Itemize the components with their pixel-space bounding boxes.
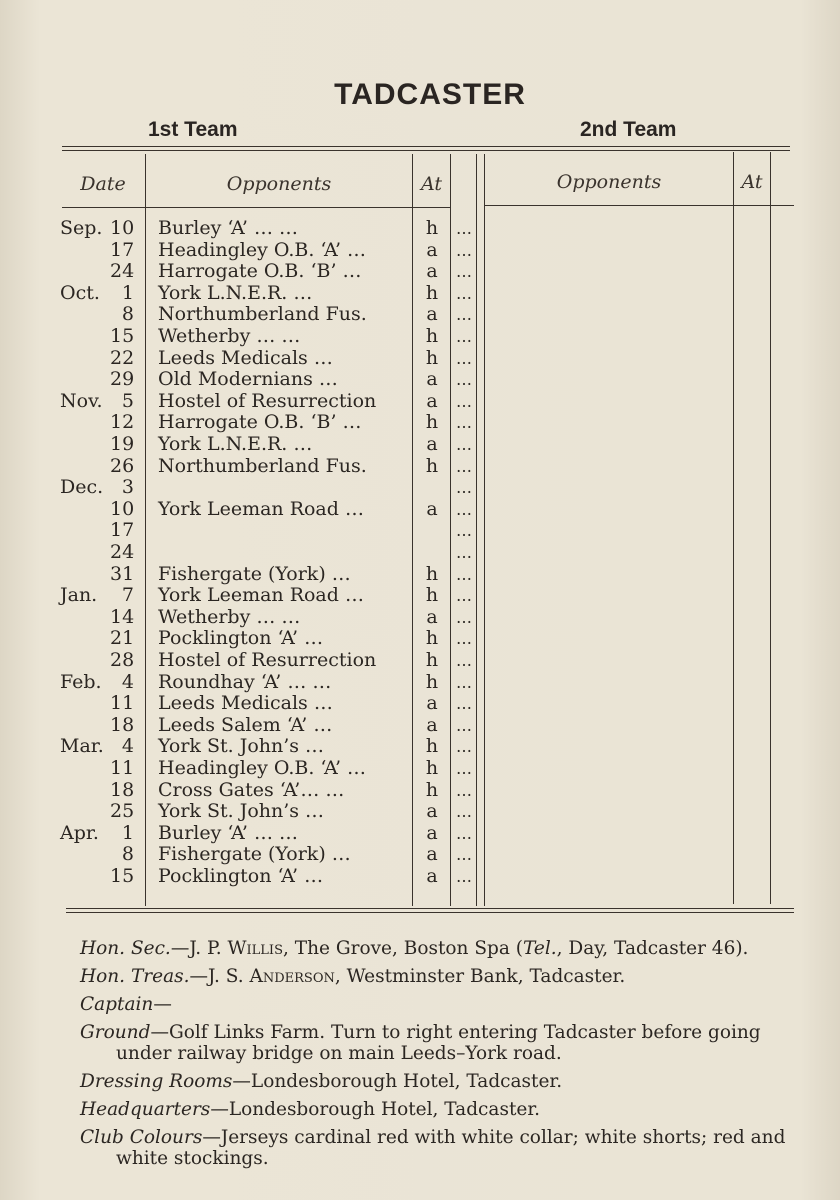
fixture-opponent: Wetherby … …	[158, 325, 301, 347]
fixture-venue: a	[426, 692, 438, 715]
fixture-month: Dec.	[60, 476, 104, 499]
header-opponents-2: Opponents	[556, 171, 662, 193]
fixture-opponent: Hostel of Resurrection	[158, 649, 377, 671]
fixture-day: 14	[110, 605, 135, 628]
header-rule-left	[62, 207, 450, 208]
fixture-opponent: Harrogate O.B. ‘B’ …	[158, 411, 362, 434]
fixture-opponent: York Leeman Road …	[158, 497, 364, 520]
fixture-opponent: Burley ‘A’ … …	[158, 821, 299, 844]
fixture-opponent: York St. John’s …	[158, 735, 325, 758]
hon-sec-tel: , Day, Tadcaster 46).	[556, 938, 749, 959]
fixture-opponent: Headingley O.B. ‘A’ …	[158, 238, 367, 261]
fixture-venue: h	[425, 281, 439, 304]
fixture-day: 7	[121, 584, 134, 607]
fixture-month: Feb.	[60, 670, 102, 693]
fixture-opponent: Roundhay ‘A’ … …	[158, 670, 332, 693]
fixture-month: Nov.	[60, 389, 103, 412]
fixture-second-mark: …	[456, 219, 472, 238]
fixture-venue: a	[426, 821, 438, 844]
fixture-day: 15	[110, 325, 135, 347]
fixture-month: Oct.	[60, 281, 100, 304]
dressing-label: Dressing Rooms	[80, 1071, 233, 1092]
fixture-day: 12	[110, 411, 135, 434]
fixture-venue: a	[426, 605, 438, 628]
fixture-second-mark: …	[456, 305, 472, 325]
fixture-venue: h	[425, 584, 439, 607]
col-rule-at2	[770, 152, 771, 904]
fixture-second-mark: …	[456, 694, 472, 714]
fixture-day: 17	[110, 519, 135, 542]
fixture-second-mark: …	[456, 478, 472, 498]
fixture-venue: a	[426, 843, 438, 866]
header-date: Date	[80, 173, 126, 195]
hon-treas-line: Hon. Treas.—J. S. Anderson, Westminster Bank, Tadcaster.	[80, 966, 626, 987]
fixture-day: 18	[110, 713, 135, 736]
fixture-second-mark: …	[456, 651, 472, 670]
fixture-second-mark: …	[456, 413, 472, 433]
hon-treas-address: , Westminster Bank, Tadcaster.	[334, 966, 626, 987]
fixture-opponent: Northumberland Fus.	[158, 454, 367, 477]
fixture-venue: a	[426, 238, 438, 261]
fixture-day: 15	[110, 865, 135, 887]
fixture-venue: a	[426, 260, 438, 283]
fixture-day: 24	[110, 260, 135, 283]
fixture-second-mark: …	[456, 715, 472, 735]
hon-sec-line: Hon. Sec.—J. P. Willis, The Grove, Boston Spa (Tel., Day, Tadcaster 46).	[80, 938, 749, 959]
fixture-day: 5	[121, 389, 134, 412]
fixture-opponent: Headingley O.B. ‘A’ …	[158, 757, 367, 779]
hon-sec-label: Hon. Sec.	[80, 938, 171, 959]
fixture-day: 11	[110, 692, 135, 715]
fixture-opponent: Pocklington ‘A’ …	[158, 865, 324, 887]
fixture-day: 8	[121, 843, 134, 866]
club-title: TADCASTER	[334, 78, 526, 111]
hon-sec-tel-label: Tel.	[523, 938, 557, 959]
header-opponents: Opponents	[226, 173, 332, 195]
fixture-opponent: Wetherby … …	[158, 605, 301, 628]
fixture-second-mark: …	[456, 348, 472, 368]
fixture-second-mark: …	[456, 737, 472, 757]
header-at: At	[420, 173, 443, 195]
fixture-day: 29	[110, 368, 135, 391]
fixture-second-mark: …	[456, 629, 472, 649]
fixture-opponent: Fishergate (York) …	[158, 562, 351, 585]
bottom-rule-inner	[66, 912, 794, 913]
fixture-day: 10	[110, 497, 135, 520]
fixture-venue: h	[425, 670, 439, 693]
fixture-venue: h	[425, 649, 439, 671]
fixture-venue: h	[425, 778, 439, 801]
hon-sec-name: J. P. Willis	[189, 938, 283, 959]
fixture-venue: h	[425, 411, 439, 434]
colours-label: Club Colours	[80, 1127, 203, 1148]
fixture-second-mark: …	[456, 435, 472, 454]
fixture-second-mark: …	[456, 391, 472, 411]
hon-treas-name: J. S. Anderson	[207, 966, 335, 987]
top-rule	[62, 146, 790, 147]
fixture-opponent: Leeds Medicals …	[158, 346, 333, 369]
fixture-opponent: Leeds Medicals …	[158, 692, 333, 715]
fixture-second-mark: …	[456, 543, 472, 562]
fixture-second-mark: …	[456, 672, 472, 692]
fixture-second-mark: …	[456, 283, 472, 303]
col-rule-mid-a	[476, 154, 477, 906]
hon-treas-label: Hon. Treas.	[80, 966, 190, 987]
second-team-heading: 2nd Team	[580, 118, 677, 141]
top-rule-inner	[62, 150, 790, 151]
fixture-month: Sep.	[60, 217, 103, 239]
fixture-venue: a	[426, 865, 438, 887]
fixture-venue: a	[426, 497, 438, 520]
fixture-second-mark: …	[456, 456, 472, 476]
fixture-second-mark: …	[456, 586, 472, 606]
fixture-second-mark: …	[456, 759, 472, 778]
fixture-venue: h	[425, 325, 439, 347]
fixture-venue: a	[426, 389, 438, 412]
fixture-month: Mar.	[60, 735, 104, 758]
fixture-month: Apr.	[60, 821, 99, 844]
fixture-day: 25	[110, 800, 135, 823]
fixture-day: 4	[121, 735, 134, 758]
col-rule-opp	[412, 154, 413, 906]
fixture-second-mark: …	[456, 499, 472, 519]
hq-line: Headquarters—Londesborough Hotel, Tadcaster.	[80, 1099, 541, 1120]
fixture-day: 26	[110, 454, 135, 477]
fixture-opponent: Old Modernians …	[158, 368, 338, 391]
captain-label: Captain	[80, 994, 154, 1015]
bottom-rule	[66, 908, 794, 909]
fixture-opponent: York Leeman Road …	[158, 584, 364, 607]
fixture-opponent: Fishergate (York) …	[158, 843, 351, 866]
fixture-day: 10	[110, 217, 135, 239]
col-rule-date	[145, 154, 146, 906]
fixture-second-mark: …	[456, 327, 472, 346]
fixture-day: 4	[121, 670, 134, 693]
fixture-day: 3	[121, 476, 134, 499]
fixture-day: 11	[110, 757, 135, 779]
hq-text: Londesborough Hotel, Tadcaster.	[228, 1099, 541, 1120]
fixture-venue: a	[426, 303, 438, 326]
fixture-venue: a	[426, 433, 438, 455]
fixture-day: 22	[110, 346, 135, 369]
fixture-second-mark: …	[456, 845, 472, 865]
fixture-opponent: York L.N.E.R. …	[158, 433, 313, 455]
col-rule-at	[450, 154, 451, 906]
fixture-second-mark: …	[456, 240, 472, 260]
fixture-venue: h	[425, 757, 439, 779]
fixture-day: 28	[110, 649, 135, 671]
col-rule-mid-b	[484, 154, 485, 906]
fixture-second-mark: …	[456, 521, 472, 541]
dressing-text: Londesborough Hotel, Tadcaster.	[250, 1071, 563, 1092]
fixture-day: 19	[110, 433, 135, 455]
fixture-day: 18	[110, 778, 135, 801]
fixture-second-mark: …	[456, 780, 472, 800]
fixture-venue: a	[426, 368, 438, 391]
ground-label: Ground	[80, 1022, 151, 1043]
hon-sec-address: , The Grove, Boston Spa (	[282, 938, 523, 959]
fixture-second-mark: …	[456, 802, 472, 822]
ground-text: Golf Links Farm. Turn to right entering Tadcaster before going under railway bridge on main Leeds–York road.	[116, 1022, 761, 1064]
fixture-opponent: Pocklington ‘A’ …	[158, 627, 324, 650]
header-at-2: At	[741, 171, 763, 193]
fixture-venue: a	[426, 713, 438, 736]
fixture-opponent: Burley ‘A’ … …	[158, 217, 299, 239]
fixture-opponent: Cross Gates ‘A’… …	[158, 778, 345, 801]
fixture-second-mark: …	[456, 607, 472, 627]
fixture-venue: a	[426, 800, 438, 823]
fixture-day: 31	[110, 562, 135, 585]
fixture-second-mark: …	[456, 564, 472, 584]
first-team-heading: 1st Team	[148, 118, 238, 141]
fixture-venue: h	[425, 346, 439, 369]
fixture-month: Jan.	[60, 584, 98, 607]
fixture-venue: h	[425, 627, 439, 650]
fixture-second-mark: …	[456, 262, 472, 282]
fixture-second-mark: …	[456, 867, 472, 886]
fixture-day: 17	[110, 238, 135, 261]
fixture-second-mark: …	[456, 823, 472, 843]
captain-line: Captain—	[80, 994, 172, 1015]
fixture-venue: h	[425, 562, 439, 585]
fixture-venue: h	[425, 217, 439, 239]
fixture-opponent: York L.N.E.R. …	[158, 281, 313, 304]
fixture-opponent: Northumberland Fus.	[158, 303, 367, 326]
dressing-line: Dressing Rooms—Londesborough Hotel, Tadcaster.	[80, 1071, 563, 1092]
fixture-day: 21	[110, 627, 135, 650]
fixture-venue: h	[425, 454, 439, 477]
fixture-day: 24	[110, 541, 135, 563]
colours-line: Club Colours—Jerseys cardinal red with white collar; white shorts; red and white stockings.	[80, 1127, 786, 1169]
fixture-day: 1	[121, 821, 134, 844]
fixture-opponent: Hostel of Resurrection	[158, 389, 377, 412]
header-rule-right	[484, 205, 794, 206]
fixture-second-mark: …	[456, 370, 472, 390]
ground-line: Ground—Golf Links Farm. Turn to right entering Tadcaster before going under railway bridge on main Leeds–York road.	[80, 1022, 761, 1064]
fixture-day: 1	[121, 281, 134, 304]
club-details	[80, 938, 792, 1176]
col-rule-opp2	[733, 152, 734, 904]
fixture-opponent: Harrogate O.B. ‘B’ …	[158, 260, 362, 283]
fixture-day: 8	[121, 303, 134, 326]
colours-text: Jerseys cardinal red with white collar; white shorts; red and white stockings.	[116, 1127, 786, 1169]
hq-label: Headquarters	[80, 1099, 211, 1120]
fixture-venue: h	[425, 735, 439, 758]
fixture-opponent: Leeds Salem ‘A’ …	[158, 713, 333, 736]
fixture-opponent: York St. John’s …	[158, 800, 325, 823]
